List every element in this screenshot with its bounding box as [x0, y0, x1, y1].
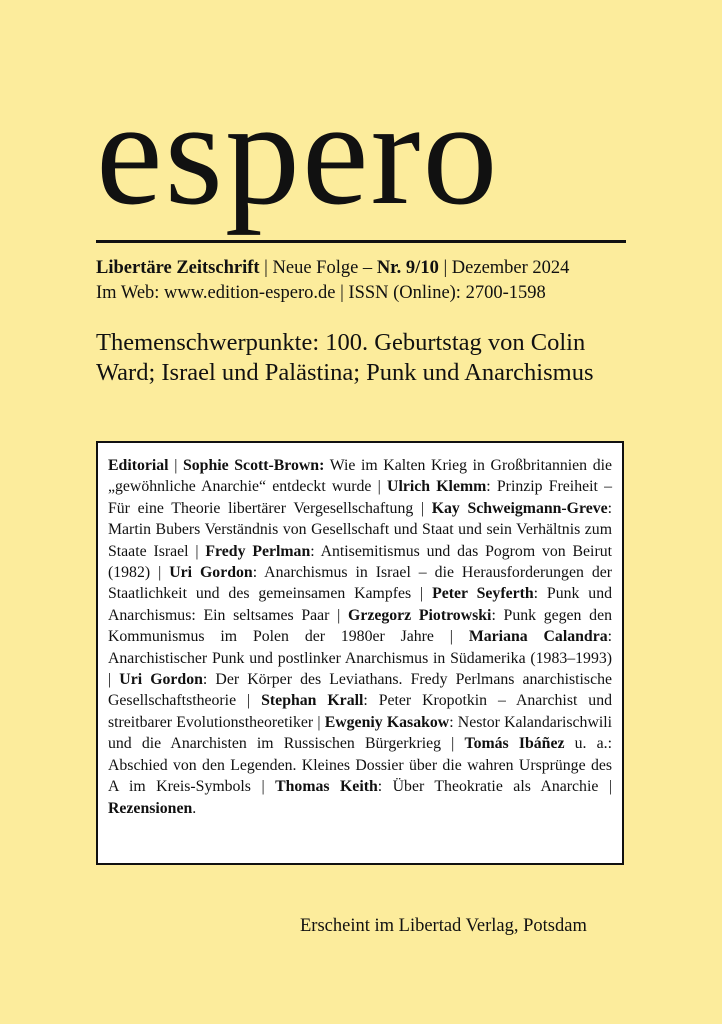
toc-author: Stephan Krall [261, 692, 364, 710]
toc-author: Rezensionen [108, 799, 193, 817]
toc-entry [108, 800, 196, 817]
web-issn-line: Im Web: www.edition-espero.de | ISSN (Online): 2700-1598 [96, 283, 546, 303]
toc-separator: | [108, 671, 120, 689]
toc-separator: | [441, 735, 465, 753]
toc-separator: | [150, 564, 170, 582]
toc-entry [108, 457, 169, 474]
issue-line [96, 256, 636, 281]
toc-title: : Martin Bubers Verständnis von Gesellschaft und Staat und sein Verhältnis zum Staate Israel [108, 499, 613, 560]
toc-title: : Nestor Kalandarischwili und die Anarchisten im Russischen Bürgerkrieg [108, 713, 613, 753]
toc-separator: | [371, 478, 388, 496]
toc-title: : Anarchistischer Punk und postlinker Anarchismus in Südamerika (1983–1993) [108, 628, 612, 667]
toc-separator: | [329, 606, 349, 624]
toc-title: : Peter Kropotkin – Anarchist und streitbarer Evolutionstheoretiker [108, 692, 612, 731]
toc-author: Editorial [108, 457, 169, 474]
toc-separator: | [598, 778, 613, 796]
toc-title: : Antisemitismus und das Pogrom von Beirut (1982) [108, 542, 612, 582]
toc-title: . [192, 799, 197, 817]
issue-info [96, 256, 636, 306]
subtitle: Libertäre Zeitschrift [96, 258, 260, 278]
toc-title: : Punk und Anarchismus: Ein seltsames Paar [108, 585, 612, 624]
toc-title: Wie im Kalten Krieg in Großbritannien die „gewöhnliche Anarchie“ entdeckt wurde [108, 457, 612, 496]
toc-author: Fredy Perlman [205, 542, 311, 560]
toc-author: Grzegorz Piotrowski [348, 606, 492, 624]
publisher-line: Erscheint im Libertad Verlag, Potsdam [300, 916, 587, 936]
toc-author: Sophie Scott-Brown: [182, 457, 325, 474]
series: | Neue Folge – [259, 258, 377, 278]
toc-title: : Prinzip Freiheit – Für eine Theorie libertärer Vergesellschaftung [108, 478, 613, 517]
toc-author: Uri Gordon [119, 671, 203, 689]
issue-number: Nr. 9/10 [376, 258, 439, 278]
toc-author: Ewgeniy Kasakow [324, 713, 450, 731]
toc-separator: | [433, 628, 469, 646]
table-of-contents [96, 441, 624, 865]
toc-author: Kay Schweigmann-Greve [431, 499, 608, 517]
toc-author: Uri Gordon [169, 564, 253, 582]
toc-author: Thomas Keith [275, 778, 378, 796]
toc-entry [275, 778, 598, 795]
toc-separator: | [413, 499, 432, 517]
toc-title: : Punk gegen den Kommunismus im Polen der 1980er Jahre [108, 606, 612, 646]
toc-title: u. a.: Abschied von den Legenden. Kleines Dossier über die wahren Ursprünge des A im Kreis-Symbols [108, 735, 612, 796]
toc-separator: | [411, 585, 433, 603]
toc-author: Ulrich Klemm [387, 478, 487, 496]
toc-separator: | [188, 542, 206, 560]
toc-separator: | [236, 692, 262, 710]
magazine-title: espero [96, 70, 500, 236]
toc-title: : Anarchismus in Israel – die Herausforderungen der Staatlichkeit und des gemeinsamen Kampfes [108, 564, 613, 603]
toc-separator: | [168, 457, 183, 474]
toc-title: : Der Körper des Leviathans. Fredy Perlmans anarchistische Gesellschaftstheorie [108, 671, 612, 710]
toc-author: Mariana Calandra [468, 628, 608, 646]
toc-separator: | [313, 713, 325, 731]
title-rule [96, 240, 626, 243]
toc-author: Tomás Ibáñez [464, 735, 565, 753]
toc-title: : Über Theokratie als Anarchie [377, 778, 599, 796]
issue-date: | Dezember 2024 [438, 258, 570, 278]
themes: Themenschwerpunkte: 100. Geburtstag von Colin Ward; Israel und Palästina; Punk und Anarchismus [96, 329, 594, 386]
toc-author: Peter Seyferth [432, 585, 534, 603]
toc-separator: | [250, 778, 276, 796]
